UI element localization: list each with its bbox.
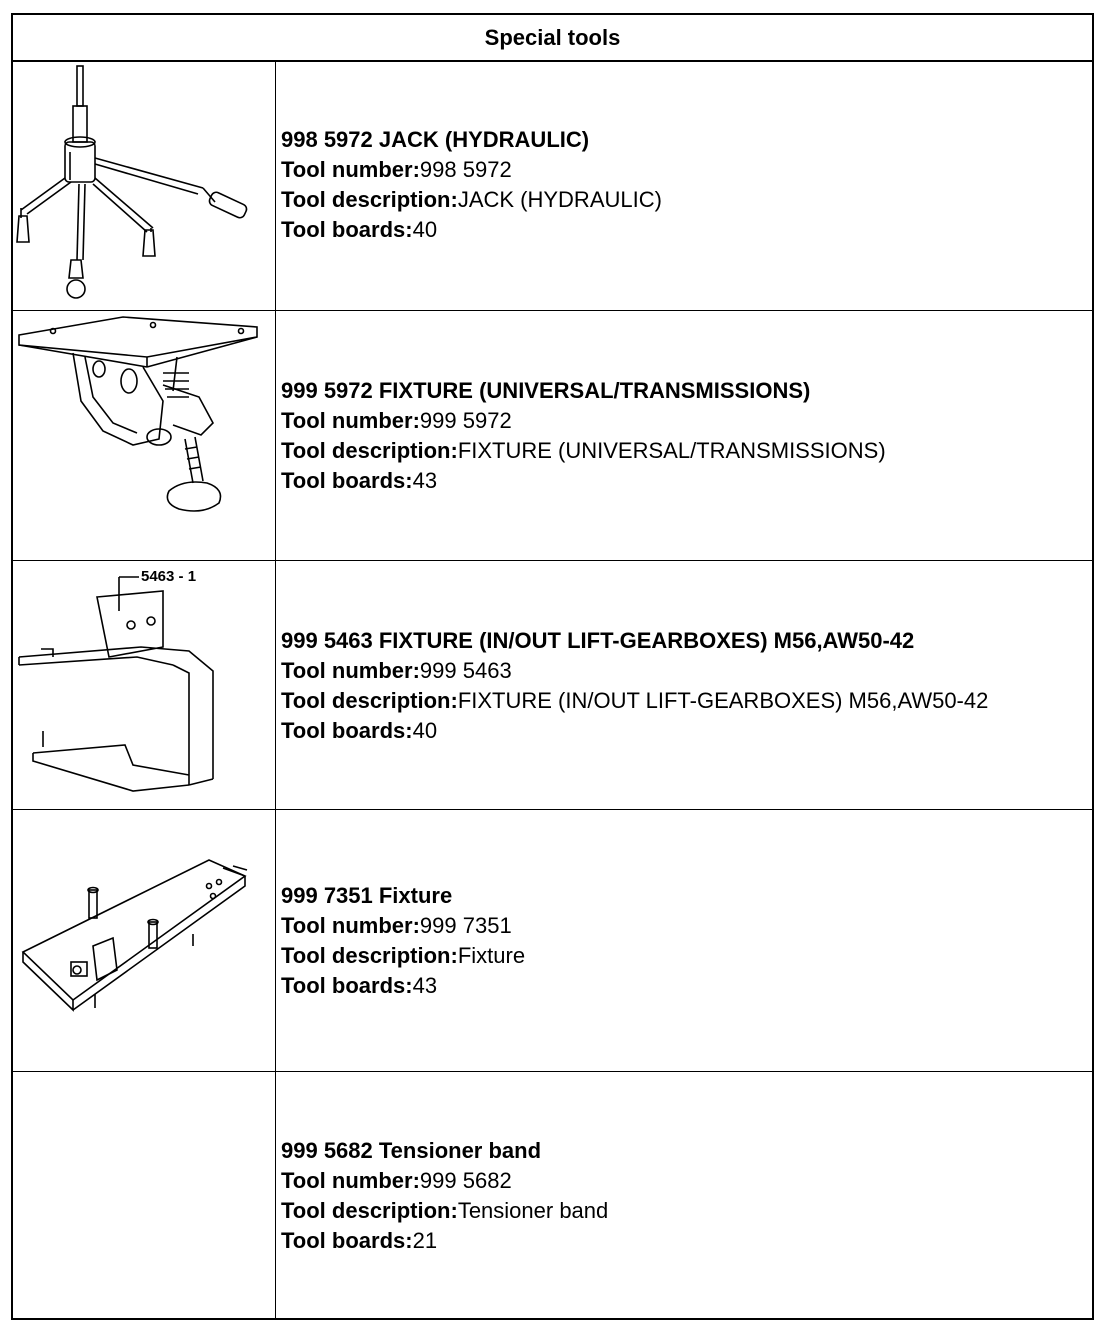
tool-image-cell [13, 311, 276, 561]
tool-description-value: FIXTURE (IN/OUT LIFT-GEARBOXES) M56,AW50-42 [457, 688, 989, 713]
tool-description-line [281, 686, 988, 716]
universal-fixture-icon [13, 311, 275, 561]
tool-number-label: Tool number: [281, 913, 420, 938]
tool-number-line [281, 1166, 608, 1196]
tool-heading: 998 5972 JACK (HYDRAULIC) [281, 127, 590, 152]
tool-description-value: JACK (HYDRAULIC) [457, 187, 662, 212]
table-row [13, 60, 1092, 310]
tool-boards-value: 43 [412, 973, 438, 998]
tool-number-value: 999 5682 [419, 1168, 512, 1193]
tool-boards-line [281, 716, 988, 746]
tool-number-line [281, 406, 886, 436]
tool-boards-line [281, 466, 886, 496]
tool-boards-line [281, 1226, 608, 1256]
tool-boards-line [281, 971, 525, 1001]
tool-description-line [281, 941, 525, 971]
tool-image-cell [13, 561, 276, 810]
tool-number-label: Tool number: [281, 157, 420, 182]
tool-description-label: Tool description: [281, 1198, 458, 1223]
tool-boards-value: 40 [412, 217, 438, 242]
plate-fixture-icon [13, 810, 275, 1072]
tool-number-value: 999 5463 [419, 658, 512, 683]
tool-info-cell [281, 311, 1090, 561]
tool-description-value: FIXTURE (UNIVERSAL/TRANSMISSIONS) [457, 438, 886, 463]
tool-info-cell [281, 60, 1090, 310]
tool-description-value: Tensioner band [457, 1198, 609, 1223]
hydraulic-jack-icon [13, 60, 275, 310]
tool-number-line [281, 656, 988, 686]
tool-boards-label: Tool boards: [281, 718, 413, 743]
lift-gearbox-fixture-icon [13, 561, 275, 810]
table-row [13, 809, 1092, 1072]
tool-boards-label: Tool boards: [281, 217, 413, 242]
tool-info-cell [281, 1072, 1090, 1319]
tool-boards-label: Tool boards: [281, 973, 413, 998]
tool-number-label: Tool number: [281, 1168, 420, 1193]
tool-number-label: Tool number: [281, 408, 420, 433]
table-row [13, 310, 1092, 561]
tool-number-label: Tool number: [281, 658, 420, 683]
tool-description-line [281, 436, 886, 466]
tool-info-cell [281, 561, 1090, 810]
image-callout: 5463 - 1 [141, 568, 197, 585]
tool-description-label: Tool description: [281, 943, 458, 968]
tool-number-line [281, 155, 662, 185]
tool-boards-label: Tool boards: [281, 1228, 413, 1253]
tool-image-cell [13, 60, 276, 310]
tool-info-cell [281, 810, 1090, 1072]
tool-heading: 999 5972 FIXTURE (UNIVERSAL/TRANSMISSIONS) [281, 378, 811, 403]
tool-heading: 999 7351 Fixture [281, 883, 453, 908]
tool-image-cell [13, 1072, 276, 1319]
tool-description-label: Tool description: [281, 438, 458, 463]
tool-number-value: 999 7351 [419, 913, 512, 938]
tool-description-label: Tool description: [281, 688, 458, 713]
tool-number-line [281, 911, 525, 941]
table-header: Special tools [13, 15, 1092, 62]
tool-description-value: Fixture [457, 943, 526, 968]
tool-heading: 999 5463 FIXTURE (IN/OUT LIFT-GEARBOXES) M56,AW50-42 [281, 628, 915, 653]
tool-boards-label: Tool boards: [281, 468, 413, 493]
tool-image-cell [13, 810, 276, 1072]
tool-boards-value: 40 [412, 718, 438, 743]
tool-heading: 999 5682 Tensioner band [281, 1138, 542, 1163]
tool-number-value: 998 5972 [419, 157, 512, 182]
tool-boards-value: 43 [412, 468, 438, 493]
table-row [13, 560, 1092, 810]
special-tools-table [11, 13, 1094, 1320]
tool-boards-value: 21 [412, 1228, 438, 1253]
tool-boards-line [281, 215, 662, 245]
table-row [13, 1071, 1092, 1319]
tool-description-line [281, 1196, 608, 1226]
tool-description-line [281, 185, 662, 215]
tool-description-label: Tool description: [281, 187, 458, 212]
tool-number-value: 999 5972 [419, 408, 512, 433]
